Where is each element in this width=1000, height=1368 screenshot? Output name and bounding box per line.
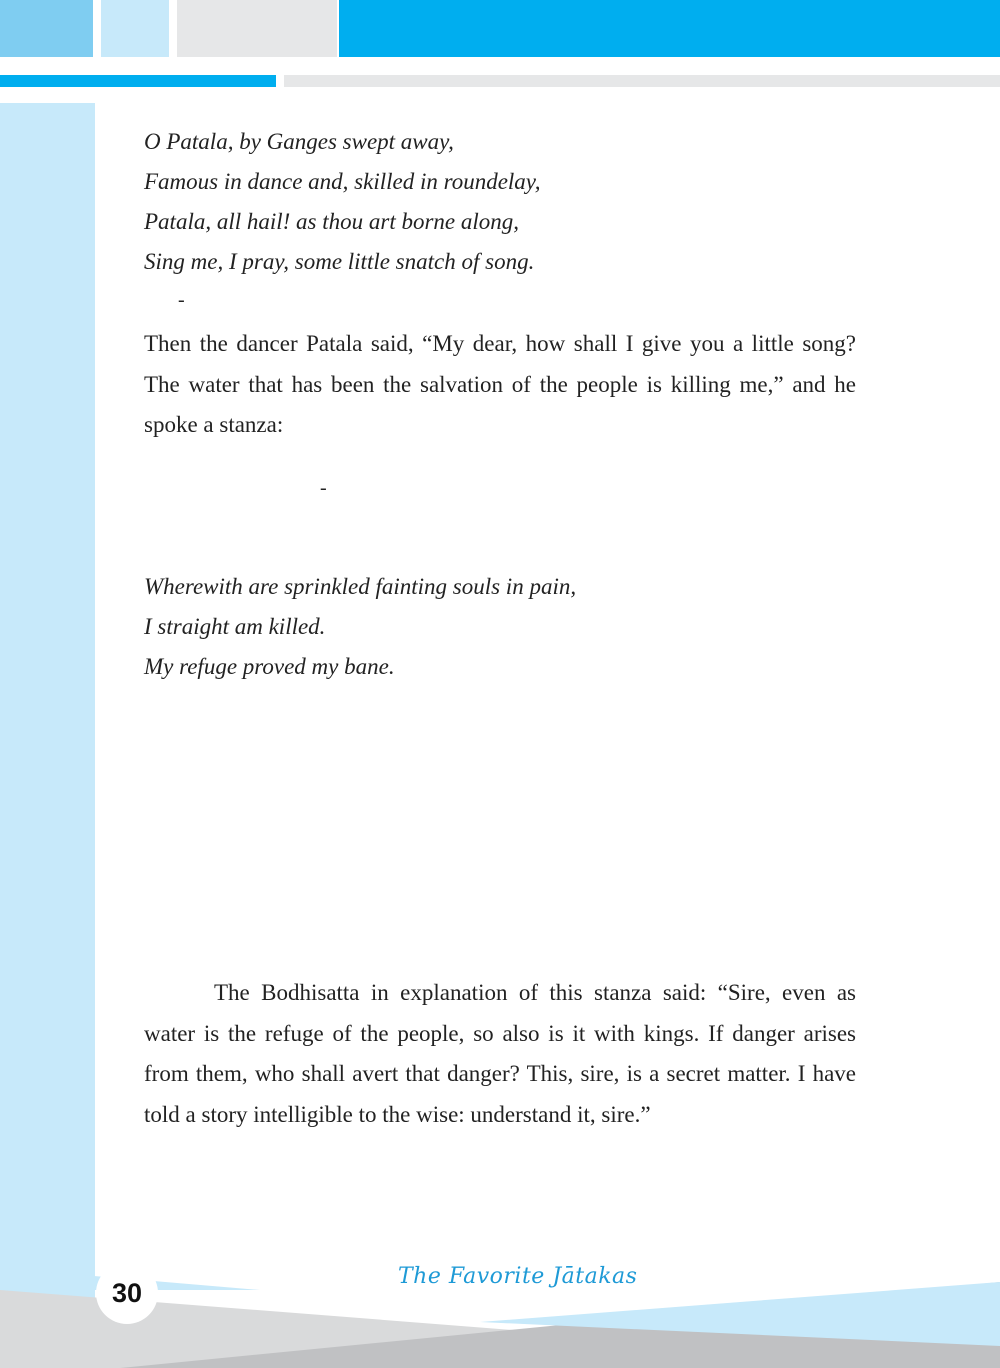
verse-1 bbox=[144, 122, 856, 282]
header-block-1 bbox=[0, 0, 93, 57]
paragraph-1-container bbox=[144, 324, 856, 446]
left-margin-strip bbox=[0, 103, 95, 1368]
diacritic-mark: - bbox=[178, 289, 185, 311]
header-rule-blue bbox=[0, 75, 276, 87]
verse-line: Sing me, I pray, some little snatch of song. bbox=[144, 249, 535, 274]
page-number: 30 bbox=[96, 1262, 158, 1324]
header-rule-grey bbox=[284, 75, 1000, 87]
verse-line: I straight am killed. bbox=[144, 614, 326, 639]
header-block-3 bbox=[177, 0, 337, 57]
verse-line: Famous in dance and, skilled in roundelay, bbox=[144, 169, 541, 194]
verse-line: Patala, all hail! as thou art borne along, bbox=[144, 209, 520, 234]
verse-line: O Patala, by Ganges swept away, bbox=[144, 129, 454, 154]
verse-2 bbox=[144, 567, 856, 687]
verse-line: Wherewith are sprinkled fainting souls in pain, bbox=[144, 574, 577, 599]
header-block-4 bbox=[339, 0, 1000, 57]
book-title: The Favorite Jātakas bbox=[398, 1264, 638, 1289]
diacritic-mark: - bbox=[320, 477, 327, 499]
paragraph-2: The Bodhisatta in explanation of this stanza said: “Sire, even as water is the refuge of the people, so also is it with kings. If danger arises from them, who shall avert that danger? This, sire, is a secret matter. I have told a story intelligible to the wise: understand it, sire.” bbox=[144, 980, 856, 1127]
paragraph-2-container bbox=[144, 973, 856, 1135]
verse-line: My refuge proved my bane. bbox=[144, 654, 395, 679]
paragraph-1: Then the dancer Patala said, “My dear, how shall I give you a little song? The water that has been the salvation of the people is killing me,” and he spoke a stanza: bbox=[144, 331, 856, 437]
header-block-2 bbox=[101, 0, 169, 57]
